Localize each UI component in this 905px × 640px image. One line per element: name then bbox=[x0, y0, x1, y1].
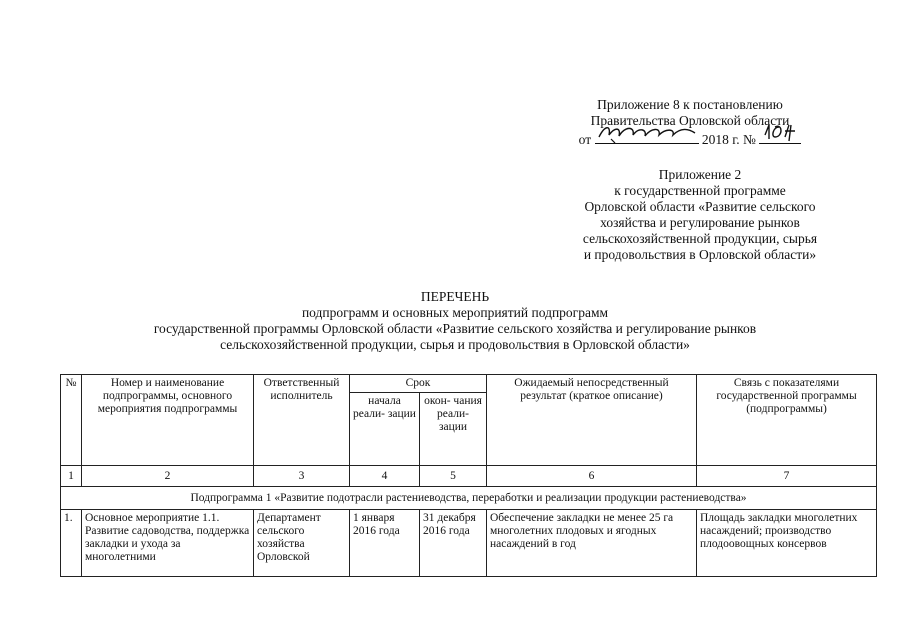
row-name: Основное мероприятие 1.1. Развитие садоводства, поддержка закладки и ухода за многолетними bbox=[82, 510, 254, 577]
appendix-2-line5: сельскохозяйственной продукции, сырья bbox=[582, 231, 818, 246]
table-row bbox=[61, 510, 877, 577]
header-end: окон- чания реали- зации bbox=[420, 393, 487, 466]
row-start: 1 января 2016 года bbox=[350, 510, 420, 577]
row-num: 1. bbox=[61, 510, 82, 577]
column-number: 3 bbox=[254, 466, 350, 487]
appendix-8-line1: Приложение 8 к постановлению bbox=[597, 97, 783, 112]
header-row bbox=[61, 375, 877, 393]
measures-table bbox=[60, 374, 877, 577]
row-end: 31 декабря 2016 года bbox=[420, 510, 487, 577]
appendix-2-line4: хозяйства и регулирование рынков bbox=[600, 215, 800, 230]
handwritten-number-field bbox=[759, 129, 801, 144]
appendix-2-block bbox=[530, 167, 870, 263]
subprogram-title: Подпрограмма 1 «Развитие подотрасли растениеводства, переработки и реализации продукции растениеводства» bbox=[61, 487, 877, 510]
title-line3: сельскохозяйственной продукции, сырья и продовольствия в Орловской области» bbox=[220, 337, 690, 352]
header-name: Номер и наименование подпрограммы, основного мероприятия подпрограммы bbox=[82, 375, 254, 466]
column-number: 6 bbox=[487, 466, 697, 487]
header-num: № bbox=[61, 375, 82, 466]
header-result: Ожидаемый непосредственный результат (краткое описание) bbox=[487, 375, 697, 466]
row-link: Площадь закладки многолетних насаждений; производство плодоовощных консервов bbox=[697, 510, 877, 577]
header-start: начала реали- зации bbox=[350, 393, 420, 466]
row-responsible: Департамент сельского хозяйства Орловской bbox=[254, 510, 350, 577]
handwritten-date-signature bbox=[595, 123, 699, 143]
column-number: 1 bbox=[61, 466, 82, 487]
column-numbers-row bbox=[61, 466, 877, 487]
appendix-2-line6: и продовольствия в Орловской области» bbox=[583, 247, 817, 262]
appendix-2-line2: к государственной программе bbox=[614, 183, 786, 198]
appendix-2-line3: Орловской области «Развитие сельского bbox=[584, 199, 816, 214]
column-number: 4 bbox=[350, 466, 420, 487]
handwritten-date-field bbox=[595, 129, 699, 144]
header-link: Связь с показателями государственной программы (подпрограммы) bbox=[697, 375, 877, 466]
appendix-8-line2: Правительства Орловской области bbox=[590, 113, 790, 128]
subprogram-row bbox=[61, 487, 877, 510]
column-number: 5 bbox=[420, 466, 487, 487]
column-number: 7 bbox=[697, 466, 877, 487]
header-term: Срок bbox=[350, 375, 487, 393]
title-line1: подпрограмм и основных мероприятий подпрограмм bbox=[301, 305, 609, 320]
handwritten-number-signature bbox=[759, 123, 801, 143]
appendix-8-from: от bbox=[578, 132, 592, 147]
column-number: 2 bbox=[82, 466, 254, 487]
title-line2: государственной программы Орловской области «Развитие сельского хозяйства и регулирование рынков bbox=[153, 321, 757, 336]
header-responsible: Ответственный исполнитель bbox=[254, 375, 350, 466]
document-title bbox=[60, 289, 850, 353]
appendix-8-block bbox=[540, 97, 840, 148]
title-heading: ПЕРЕЧЕНЬ bbox=[420, 289, 490, 304]
appendix-2-line1: Приложение 2 bbox=[658, 167, 742, 182]
appendix-8-date-line bbox=[540, 129, 840, 148]
appendix-8-year: 2018 г. № bbox=[701, 132, 756, 147]
row-result: Обеспечение закладки не менее 25 га многолетних плодовых и ягодных насаждений в год bbox=[487, 510, 697, 577]
